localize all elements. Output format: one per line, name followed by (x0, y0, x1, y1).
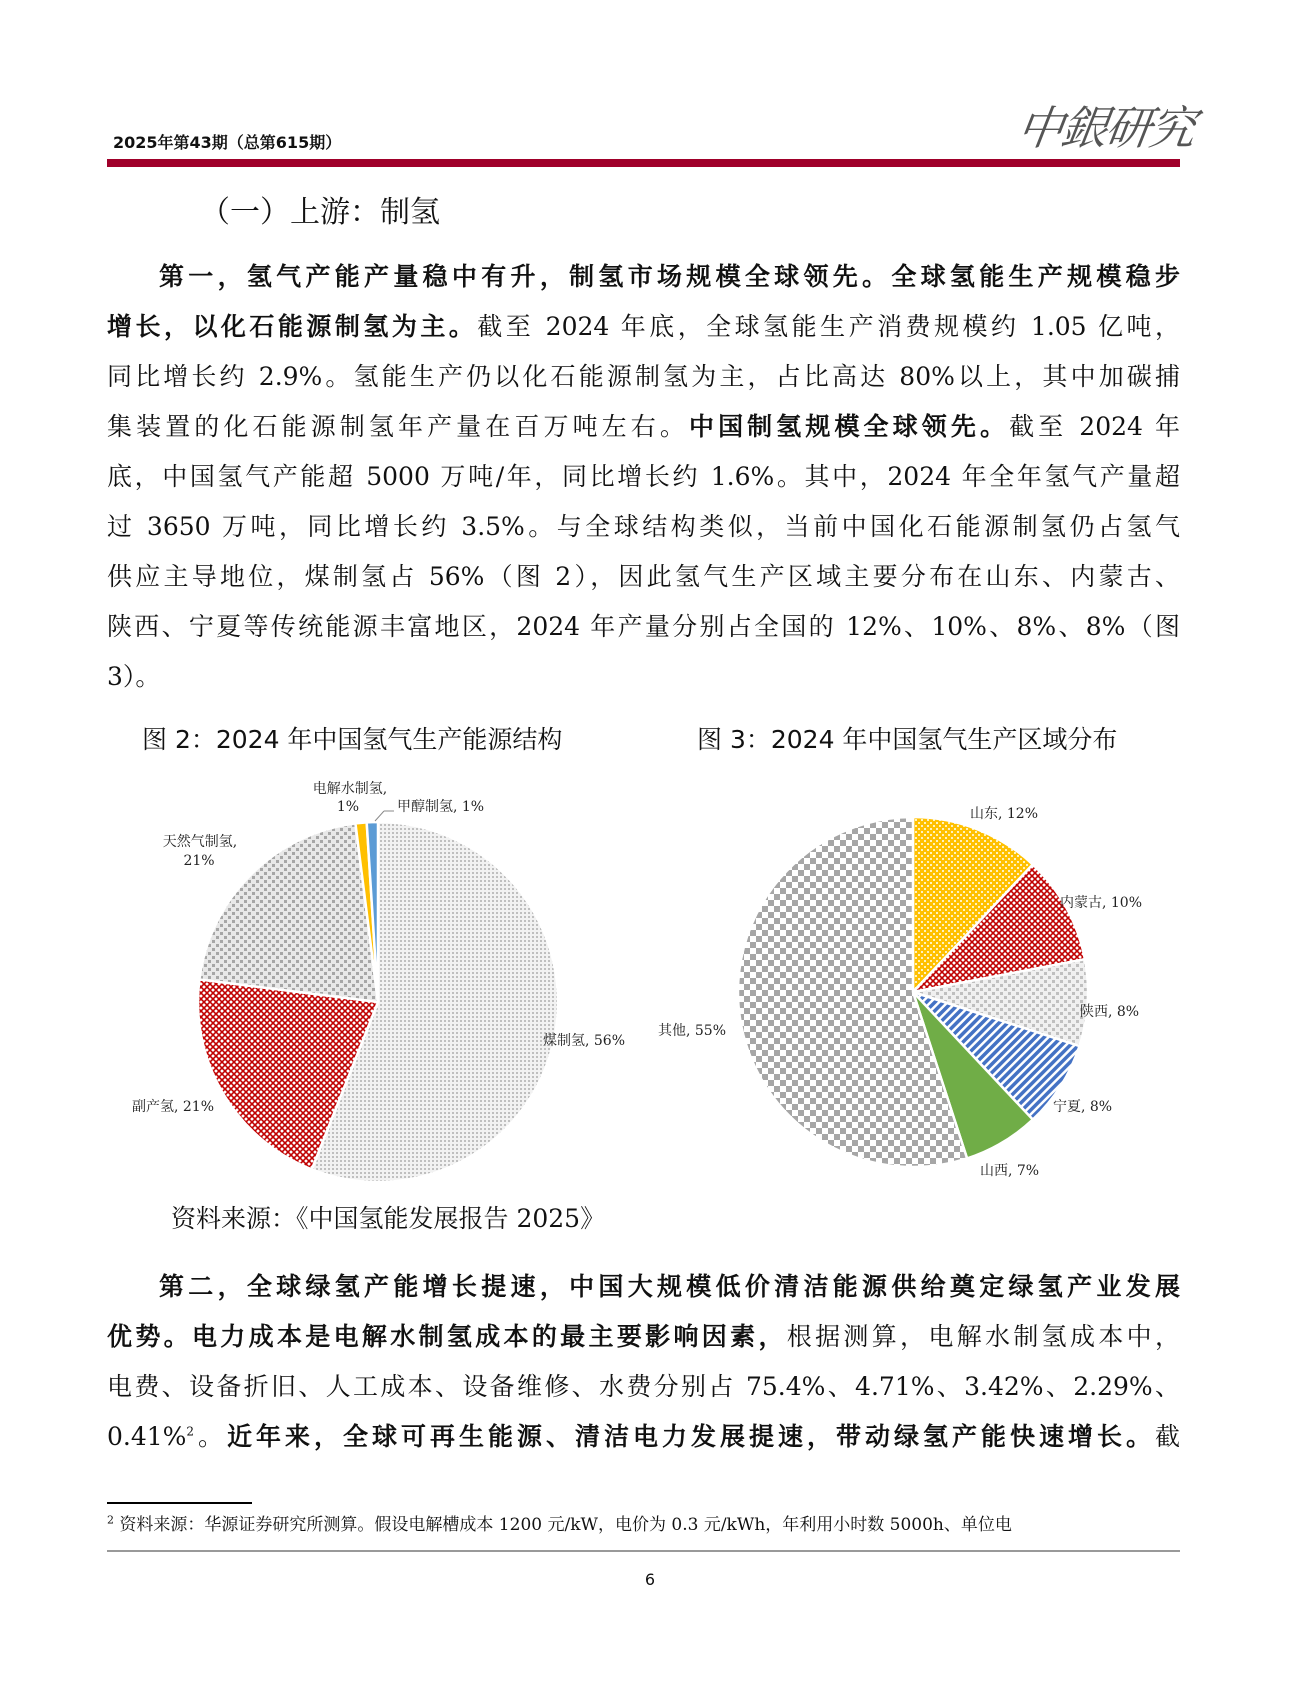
text: 集装置的化石能源制氢年产量在百万吨左右。 (107, 412, 689, 441)
text: 。 (194, 1422, 228, 1451)
label-other: 其他, 55% (658, 1023, 727, 1039)
footnote-ref: 2 (186, 1424, 195, 1439)
label-electrolysis-pct: 1% (336, 799, 360, 815)
text: 0.41% (107, 1422, 187, 1451)
text-line (107, 1262, 1180, 1312)
footnote (107, 1510, 1012, 1535)
text: 电费、设备折旧、人工成本、设备维修、水费分别占 75.4%、4.71%、3.42%、2.29%、 (107, 1372, 1180, 1401)
bold-text: 增长，以化石能源制氢为主。 (107, 312, 478, 341)
footnote-mark: 2 (107, 1513, 114, 1527)
text-line (107, 1412, 1180, 1462)
label-shaanxi: 陕西, 8% (1080, 1004, 1140, 1020)
section-title: （一）上游：制氢 (200, 195, 440, 230)
text: 过 3650 万吨，同比增长约 3.5%。与全球结构类似，当前中国化石能源制氢仍占氢气 (107, 512, 1180, 541)
bold-text: 中国制氢规模全球领先。 (688, 412, 1010, 441)
text: 底，中国氢气产能超 5000 万吨/年，同比增长约 1.6%。其中，2024 年全年氢气产量超 (107, 462, 1180, 491)
bold-text: 第二，全球绿氢产能增长提速，中国大规模低价清洁能源供给奠定绿氢产业发展 (159, 1272, 1180, 1301)
pie-slice-天然气制氢 (199, 823, 378, 1002)
text: 供应主导地位，煤制氢占 56%（图 2），因此氢气生产区域主要分布在山东、内蒙古、 (107, 562, 1180, 591)
label-electrolysis: 电解水制氢, (312, 781, 388, 797)
label-natural-gas-pct: 21% (183, 853, 215, 869)
text: 同比增长约 2.9%。氢能生产仍以化石能源制氢为主，占比高达 80%以上，其中加碳捕 (107, 362, 1180, 391)
text: 截至 2024 年 (1009, 412, 1180, 441)
text: 3）。 (107, 662, 161, 691)
page-number: 6 (644, 1570, 656, 1589)
label-ningxia: 宁夏, 8% (1053, 1099, 1113, 1115)
label-methanol: 甲醇制氢, 1% (397, 799, 485, 815)
leader-line (375, 811, 384, 821)
bold-text: 优势。电力成本是电解水制氢成本的最主要影响因素， (107, 1322, 787, 1351)
bold-text: 第一，氢气产能产量稳中有升，制氢市场规模全球领先。全球氢能生产规模稳步 (159, 262, 1180, 291)
label-byproduct: 副产氢, 21% (132, 1099, 215, 1115)
footnote-text: 资料来源：华源证券研究所测算。假设电解槽成本 1200 元/kW，电价为 0.3 元/kWh，年利用小时数 5000h、单位电 (114, 1515, 1012, 1535)
text-line (107, 1362, 1180, 1412)
label-shandong: 山东, 12% (970, 806, 1039, 822)
figure-2-title: 图 2：2024 年中国氢气生产能源结构 (142, 725, 563, 754)
figure-3-title: 图 3：2024 年中国氢气生产区域分布 (697, 725, 1118, 754)
figure-source: 资料来源：《中国氢能发展报告 2025》 (171, 1204, 606, 1233)
paragraph-2 (107, 1262, 1180, 1462)
text-line (107, 1312, 1180, 1362)
issue-number: 2025年第43期（总第615期） (113, 133, 342, 152)
text: 截至 2024 年底，全球氢能生产消费规模约 1.05 亿吨， (477, 312, 1180, 341)
text: 截 (1154, 1422, 1180, 1451)
text: 根据测算，电解水制氢成本中， (786, 1322, 1180, 1351)
footnote-rule (107, 1502, 252, 1504)
label-coal: 煤制氢, 56% (543, 1033, 626, 1049)
text: 陕西、宁夏等传统能源丰富地区，2024 年产量分别占全国的 12%、10%、8%、8%（图 (107, 612, 1180, 641)
footer-rule (107, 1550, 1180, 1552)
boc-research-logo: 中銀研究 (1013, 101, 1198, 155)
label-shanxi: 山西, 7% (980, 1163, 1040, 1179)
bold-text: 近年来，全球可再生能源、清洁电力发展提速，带动绿氢产能快速增长。 (227, 1422, 1155, 1451)
label-natural-gas: 天然气制氢, (162, 834, 238, 850)
label-inner-mongolia: 内蒙古, 10% (1060, 895, 1143, 911)
